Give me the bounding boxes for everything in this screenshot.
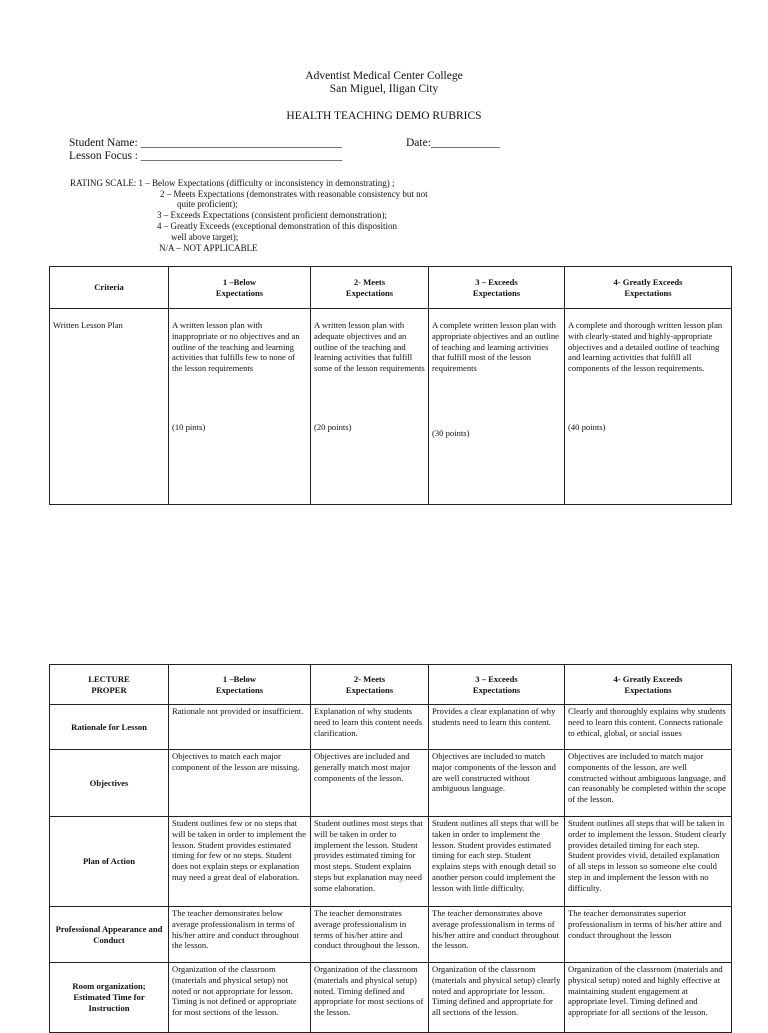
cell-greatly-exceeds: Student outlines all steps that will be taken in order to implement the lesson. Student clearly provides detailed timing for each step. Student provides vivid, detailed explanation of all steps in lesson so someone else could step in and implement the lesson with no difficulty. bbox=[565, 817, 732, 907]
criterion-objectives: Objectives bbox=[50, 750, 169, 817]
rating-scale-line-6: well above target); bbox=[171, 232, 239, 242]
cell-below: A written lesson plan with inappropriate or no objectives and an outline of the teaching and learning activities that fulfills few to none of the lesson requirements (10 pints) bbox=[169, 309, 311, 505]
rating-scale-line-7: N/A – NOT APPLICABLE bbox=[159, 243, 258, 253]
college-name: Adventist Medical Center College bbox=[305, 70, 463, 82]
written-lesson-plan-table bbox=[49, 266, 732, 505]
rating-scale-line-4: 3 – Exceeds Expectations (consistent proficient demonstration); bbox=[157, 210, 387, 220]
table-row bbox=[50, 817, 732, 907]
points-greatly-exceeds: (40 points) bbox=[568, 421, 606, 432]
cell-greatly-exceeds: The teacher demonstrates superior professionalism in terms of his/her attire and conduct throughout the lesson bbox=[565, 907, 732, 963]
header-lecture-proper: LECTURE PROPER bbox=[50, 665, 169, 705]
rating-scale-line-3: quite proficient); bbox=[177, 199, 238, 209]
criterion-room-organization: Room organization; Estimated Time for Instruction bbox=[50, 963, 169, 1033]
criterion-written-lesson-plan: Written Lesson Plan bbox=[50, 309, 169, 505]
points-meets: (20 points) bbox=[314, 421, 352, 432]
college-location: San Miguel, Iligan City bbox=[329, 83, 439, 95]
cell-below: Organization of the classroom (materials and physical setup) not noted or not appropriate for lesson. Timing is not defined or appropriate for most sections of the lesson. bbox=[169, 963, 311, 1033]
rating-scale-line-1: RATING SCALE: 1 – Below Expectations (difficulty or inconsistency in demonstrating) ; bbox=[70, 178, 395, 188]
table-row bbox=[50, 750, 732, 817]
header-greatly-exceeds: 4- Greatly Exceeds Expectations bbox=[565, 267, 732, 309]
cell-meets: Explanation of why students need to learn this content needs clarification. bbox=[311, 705, 429, 750]
criterion-professional-appearance: Professional Appearance and Conduct bbox=[50, 907, 169, 963]
cell-below: Objectives to match each major component of the lesson are missing. bbox=[169, 750, 311, 817]
criterion-rationale: Rationale for Lesson bbox=[50, 705, 169, 750]
criterion-plan-of-action: Plan of Action bbox=[50, 817, 169, 907]
cell-exceeds: A complete written lesson plan with appropriate objectives and an outline of teaching and learning activities that fulfill most of the lesson requirements (30 points) bbox=[429, 309, 565, 505]
cell-exceeds: The teacher demonstrates above average professionalism in terms of his/her attire and conduct throughout the lesson. bbox=[429, 907, 565, 963]
cell-greatly-exceeds: A complete and thorough written lesson plan with clearly-stated and highly-appropriate objectives and a detailed outline of teaching and learning activities that fulfill all components of the lesson requirements. (40 points) bbox=[565, 309, 732, 505]
date-field[interactable]: Date:____________ bbox=[406, 137, 500, 149]
student-name-field[interactable]: Student Name: ___________________________________ bbox=[69, 137, 342, 149]
header-exceeds: 3 – Exceeds Expectations bbox=[429, 665, 565, 705]
lesson-focus-field[interactable]: Lesson Focus : ___________________________________ bbox=[69, 150, 343, 162]
cell-below: The teacher demonstrates below average professionalism in terms of his/her attire and conduct throughout the lesson. bbox=[169, 907, 311, 963]
header-greatly-exceeds: 4- Greatly Exceeds Expectations bbox=[565, 665, 732, 705]
document-title: HEALTH TEACHING DEMO RUBRICS bbox=[286, 110, 482, 122]
cell-meets: The teacher demonstrates average professionalism in terms of his/her attire and conduct throughout the lesson. bbox=[311, 907, 429, 963]
header-meets: 2- Meets Expectations bbox=[311, 267, 429, 309]
table-row bbox=[50, 705, 732, 750]
cell-meets: Student outlines most steps that will be taken in order to implement the lesson. Student provides estimated timing for most steps. Student explains steps but explanation may need some elaboration. bbox=[311, 817, 429, 907]
header-below: 1 –Below Expectations bbox=[169, 665, 311, 705]
rating-scale-line-2: 2 – Meets Expectations (demonstrates with reasonable consistency but not bbox=[160, 189, 428, 199]
cell-meets: Objectives are included and generally match most major components of the lesson. bbox=[311, 750, 429, 817]
cell-exceeds: Student outlines all steps that will be taken in order to implement the lesson. Student provides estimated timing for each step. Student explains steps with enough detail so another person could implement the lesson with little difficulty. bbox=[429, 817, 565, 907]
cell-below: Rationale not provided or insufficient. bbox=[169, 705, 311, 750]
cell-greatly-exceeds: Clearly and thoroughly explains why students need to learn this content. Connects rationale to ethical, global, or social issues bbox=[565, 705, 732, 750]
points-below: (10 pints) bbox=[172, 421, 206, 432]
cell-exceeds: Organization of the classroom (materials and physical setup) clearly noted and appropriate for lesson. Timing defined and appropriate for all sections of the lesson. bbox=[429, 963, 565, 1033]
cell-meets: Organization of the classroom (materials and physical setup) noted. Timing defined and appropriate for most sections of the lesson. bbox=[311, 963, 429, 1033]
cell-meets: A written lesson plan with adequate objectives and an outline of the teaching and learning activities that fulfill some of the lesson requirements (20 points) bbox=[311, 309, 429, 505]
cell-exceeds: Objectives are included to match major components of the lesson and are well constructed without ambiguous language. bbox=[429, 750, 565, 817]
header-below: 1 –Below Expectations bbox=[169, 267, 311, 309]
cell-below: Student outlines few or no steps that will be taken in order to implement the lesson. Student provides estimated timing for few or no steps. Student does not explain steps or explanation may need a great deal of elaboration. bbox=[169, 817, 311, 907]
lecture-proper-table bbox=[49, 664, 732, 1033]
cell-greatly-exceeds: Organization of the classroom (materials and physical setup) noted and highly effective at maintaining student engagement at appropriate level. Timing defined and appropriate for all sections of the lesson. bbox=[565, 963, 732, 1033]
header-meets: 2- Meets Expectations bbox=[311, 665, 429, 705]
header-exceeds: 3 – Exceeds Expectations bbox=[429, 267, 565, 309]
cell-exceeds: Provides a clear explanation of why students need to learn this content. bbox=[429, 705, 565, 750]
header-criteria: Criteria bbox=[50, 267, 169, 309]
points-exceeds: (30 points) bbox=[432, 427, 470, 438]
rating-scale-line-5: 4 – Greatly Exceeds (exceptional demonstration of this disposition bbox=[157, 221, 397, 231]
table-row bbox=[50, 963, 732, 1033]
cell-greatly-exceeds: Objectives are included to match major components of the lesson, are well constructed without ambiguous language, and can reasonably be completed within the scope of the lesson. bbox=[565, 750, 732, 817]
table-row bbox=[50, 907, 732, 963]
